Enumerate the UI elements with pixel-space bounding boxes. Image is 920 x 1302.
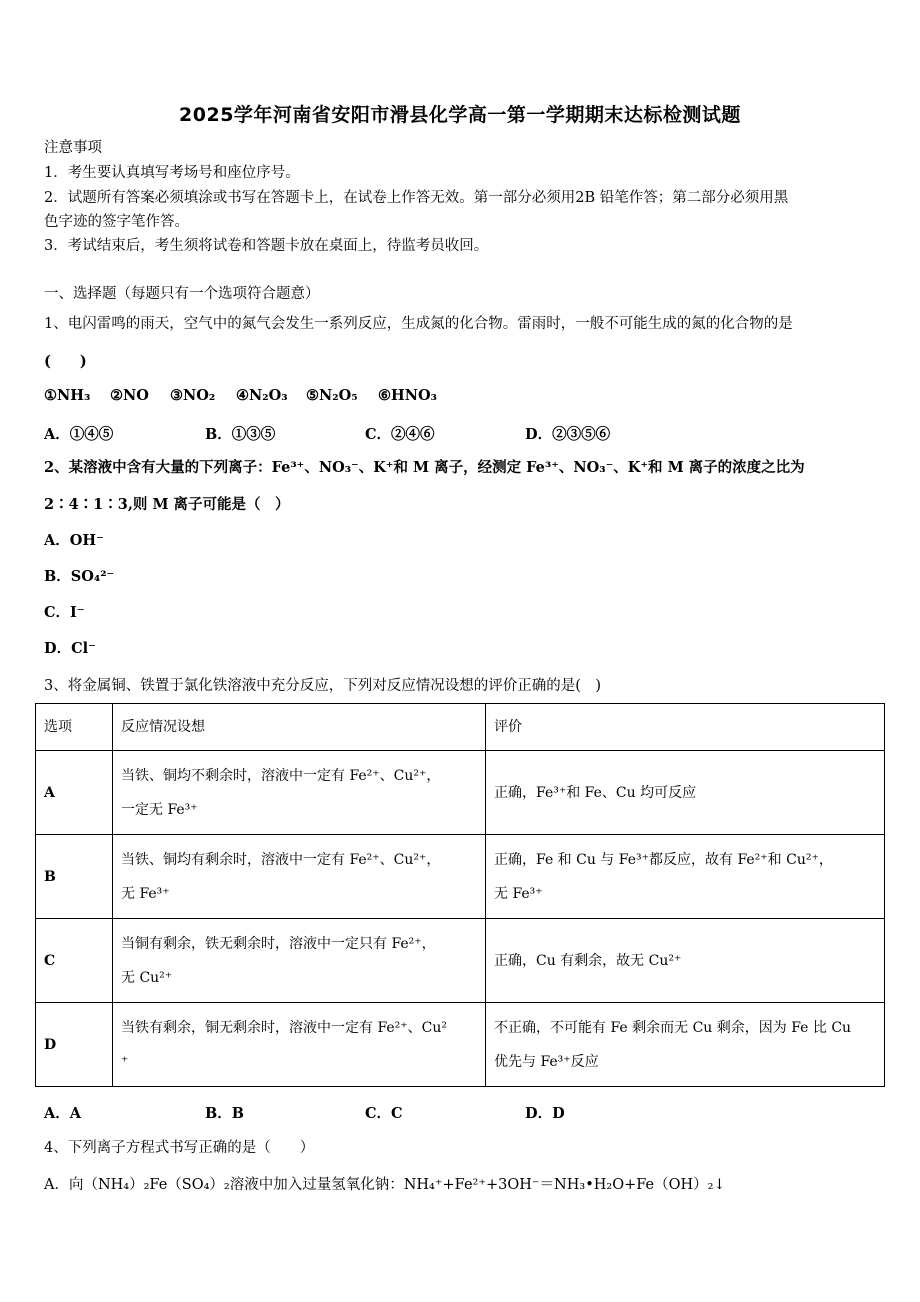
cell-line: 无 Fe³⁺ [494,885,543,902]
cell-line: 当铁有剩余，铜无剩余时，溶液中一定有 Fe²⁺、Cu² [121,1019,448,1036]
q3-stem: 3、将金属铜、铁置于氯化铁溶液中充分反应，下列对反应情况设想的评价正确的是( ) [44,678,602,694]
row-option: B [36,835,113,919]
table-header-row [36,704,885,751]
cell-line: 当铜有剩余，铁无剩余时，溶液中一定只有 Fe²⁺， [121,935,436,952]
row-evaluation [486,751,885,835]
q1-option-d[interactable]: D．②③⑤⑥ [525,426,611,443]
row-condition [113,1003,486,1087]
row-condition [113,835,486,919]
table-row [36,919,885,1003]
table-row [36,751,885,835]
header-condition: 反应情况设想 [113,704,486,751]
notes-heading: 注意事项 [44,140,102,156]
q3-option-a[interactable]: A．A [44,1105,82,1122]
q2-stem-ratio: 2∶4∶1∶3,则 M 离子可能是（ ） [44,496,290,513]
cell-line: 正确，Cu 有剩余，故无 Cu²⁺ [494,952,682,969]
notes-item: 1．考生要认真填写考场号和座位序号。 [44,165,300,181]
cell-line: 无 Fe³⁺ [121,885,170,902]
row-option: D [36,1003,113,1087]
q1-stem: 1、电闪雷鸣的雨天，空气中的氮气会发生一系列反应，生成氮的化合物。雷雨时，一般不可能生成的氮的化合物的是 [44,316,793,332]
q1-option-b[interactable]: B．①③⑤ [205,426,276,443]
notes-item: 3．考试结束后，考生须将试卷和答题卡放在桌面上，待监考员收回。 [44,238,489,254]
header-option: 选项 [36,704,113,751]
section-heading: 一、选择题（每题只有一个选项符合题意） [44,286,320,302]
q1-option-a[interactable]: A．①④⑤ [44,426,114,443]
q1-compound: ⑥HNO₃ [378,387,437,404]
cell-line: ⁺ [121,1053,129,1070]
q1-compound: ②NO [110,387,149,404]
q2-stem: 2、某溶液中含有大量的下列离子：Fe³⁺、NO₃⁻、K⁺和 M 离子，经测定 Fe³⁺、NO₃⁻、K⁺和 M 离子的浓度之比为 [44,459,805,476]
q4-stem: 4、下列离子方程式书写正确的是（ ） [44,1140,315,1156]
cell-line: 正确，Fe 和 Cu 与 Fe³⁺都反应，故有 Fe²⁺和 Cu²⁺， [494,851,833,868]
page-title: 2025学年河南省安阳市滑县化学高一第一学期期末达标检测试题 [179,104,741,126]
cell-line: 一定无 Fe³⁺ [121,801,198,818]
q1-compound: ③NO₂ [170,387,216,404]
q3-option-d[interactable]: D．D [525,1105,565,1122]
table-row [36,1003,885,1087]
q1-compound: ①NH₃ [44,387,91,404]
row-evaluation [486,835,885,919]
row-evaluation [486,919,885,1003]
row-option: A [36,751,113,835]
cell-line: 优先与 Fe³⁺反应 [494,1053,599,1070]
q3-option-c[interactable]: C．C [365,1105,403,1122]
q2-option-c[interactable]: C．I⁻ [44,604,85,621]
q1-stem-blank: ( ) [44,353,87,370]
cell-line: 无 Cu²⁺ [121,969,173,986]
cell-line: 当铁、铜均不剩余时，溶液中一定有 Fe²⁺、Cu²⁺， [121,767,441,784]
cell-line: 当铁、铜均有剩余时，溶液中一定有 Fe²⁺、Cu²⁺， [121,851,441,868]
row-condition [113,751,486,835]
notes-item: 色字迹的签字笔作答。 [44,214,189,230]
row-option: C [36,919,113,1003]
header-evaluation: 评价 [486,704,885,751]
q3-table [35,703,885,1087]
q2-option-d[interactable]: D．Cl⁻ [44,640,96,657]
q1-compound: ⑤N₂O₅ [306,387,358,404]
cell-line: 正确，Fe³⁺和 Fe、Cu 均可反应 [494,784,697,801]
row-condition [113,919,486,1003]
table-row [36,835,885,919]
q1-compound: ④N₂O₃ [236,387,288,404]
notes-item: 2．试题所有答案必须填涂或书写在答题卡上，在试卷上作答无效。第一部分必须用2B 铅笔作答；第二部分必须用黑 [44,190,789,206]
q3-option-b[interactable]: B．B [205,1105,245,1122]
cell-line: 不正确，不可能有 Fe 剩余而无 Cu 剩余，因为 Fe 比 Cu [494,1019,852,1036]
q2-option-b[interactable]: B．SO₄²⁻ [44,568,115,585]
row-evaluation [486,1003,885,1087]
q1-option-c[interactable]: C．②④⑥ [365,426,435,443]
q4-option-a[interactable]: A．向（NH₄）₂Fe（SO₄）₂溶液中加入过量氢氧化钠：NH₄⁺+Fe²⁺+3OH⁻＝NH₃•H₂O+Fe（OH）₂↓ [44,1177,726,1193]
q2-option-a[interactable]: A．OH⁻ [44,532,104,549]
